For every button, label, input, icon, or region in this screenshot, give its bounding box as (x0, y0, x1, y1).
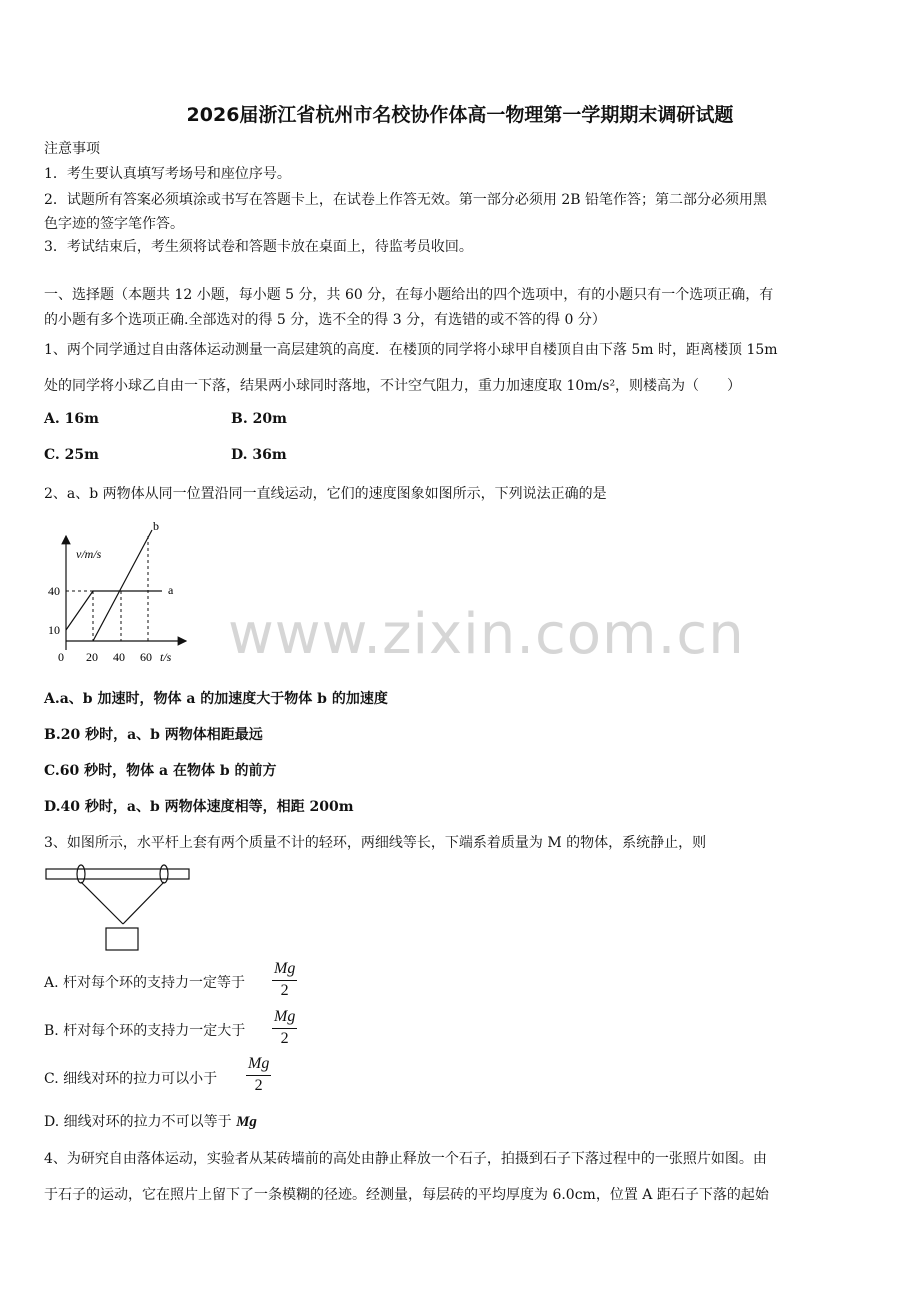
x-tick-40: 40 (113, 650, 125, 664)
watermark: www.zixin.com.cn (228, 602, 745, 667)
section-heading-cont: 的小题有多个选项正确.全部选对的得 5 分，选不全的得 3 分，有选错的或不答的得 0 分） (44, 312, 606, 328)
q1-option-a: A. 16m (44, 411, 99, 427)
q1-option-b: B. 20m (231, 411, 287, 427)
fraction-mg-over-2 (272, 1008, 297, 1048)
q4-stem-cont: 于石子的运动，它在照片上留下了一条模糊的径迹。经测量，每层砖的平均厚度为 6.0cm，位置 A 距石子下落的起始 (44, 1187, 769, 1203)
line-b-label: b (153, 519, 159, 533)
fraction-mg-over-2 (246, 1055, 271, 1095)
page-title: 2026届浙江省杭州市名校协作体高一物理第一学期期末调研试题 (186, 104, 734, 126)
left-string (81, 882, 123, 924)
q2-option-d: D.40 秒时，a、b 两物体速度相等，相距 200m (44, 799, 354, 815)
right-string (123, 882, 164, 924)
notice-line: 色字迹的签字笔作答。 (44, 216, 184, 232)
q1-option-d: D. 36m (231, 447, 287, 463)
q2-stem: 2、a、b 两物体从同一位置沿同一直线运动，它们的速度图象如图所示，下列说法正确的是 (44, 486, 607, 502)
x-tick-60: 60 (140, 650, 152, 664)
q3-option-d-mg: Mg (236, 1114, 257, 1130)
q1-option-c: C. 25m (44, 447, 99, 463)
section-heading: 一、选择题（本题共 12 小题，每小题 5 分，共 60 分，在每小题给出的四个选项中，有的小题只有一个选项正确，有 (44, 287, 774, 303)
line-b (93, 530, 152, 641)
notice-line: 1．考生要认真填写考场号和座位序号。 (44, 166, 291, 182)
line-a-label: a (168, 583, 174, 597)
y-tick-40: 40 (48, 584, 60, 598)
fraction-denominator: 2 (280, 1030, 289, 1047)
q3-option-d-text: D. 细线对环的拉力不可以等于 (44, 1114, 232, 1130)
q3-stem: 3、如图所示，水平杆上套有两个质量不计的轻环，两细线等长，下端系着质量为 M 的物体，系统静止，则 (44, 835, 707, 851)
fraction-denominator: 2 (280, 982, 289, 999)
y-axis-label: v/m/s (76, 547, 102, 561)
origin-label: 0 (58, 650, 64, 664)
q2-option-a: A.a、b 加速时，物体 a 的加速度大于物体 b 的加速度 (44, 691, 388, 707)
x-axis-label: t/s (160, 650, 172, 664)
notice-line: 2．试题所有答案必须填涂或书写在答题卡上，在试卷上作答无效。第一部分必须用 2B 铅笔作答；第二部分必须用黑 (44, 192, 767, 208)
q4-stem: 4、为研究自由落体运动，实验者从某砖墙前的高处由静止释放一个石子，拍摄到石子下落过程中的一张照片如图。由 (44, 1151, 767, 1167)
y-tick-10: 10 (48, 623, 60, 637)
x-tick-20: 20 (86, 650, 98, 664)
fraction-numerator: Mg (246, 1055, 271, 1076)
q1-stem: 1、两个同学通过自由落体运动测量一高层建筑的高度．在楼顶的同学将小球甲自楼顶自由下落 5m 时，距离楼顶 15m (44, 342, 778, 358)
q3-option-c: C. 细线对环的拉力可以小于 (44, 1071, 218, 1087)
q2-option-c: C.60 秒时，物体 a 在物体 b 的前方 (44, 763, 277, 779)
q3-option-d (44, 1111, 257, 1131)
fraction-numerator: Mg (272, 1008, 297, 1029)
velocity-time-graph (40, 518, 200, 670)
fraction-numerator: Mg (272, 960, 297, 981)
notice-line: 3．考试结束后，考生须将试卷和答题卡放在桌面上，待监考员收回。 (44, 239, 473, 255)
q1-stem-cont: 处的同学将小球乙自由一下落，结果两小球同时落地，不计空气阻力，重力加速度取 10m/s²，则楼高为（ ） (44, 378, 742, 394)
q2-option-b: B.20 秒时，a、b 两物体相距最远 (44, 727, 263, 743)
q3-option-a: A. 杆对每个环的支持力一定等于 (44, 975, 246, 991)
notice-heading: 注意事项 (44, 141, 100, 157)
q3-option-b: B. 杆对每个环的支持力一定大于 (44, 1023, 246, 1039)
rod-rings-diagram (44, 862, 194, 954)
mass-block (106, 928, 138, 950)
fraction-mg-over-2 (272, 960, 297, 1000)
fraction-denominator: 2 (254, 1077, 263, 1094)
